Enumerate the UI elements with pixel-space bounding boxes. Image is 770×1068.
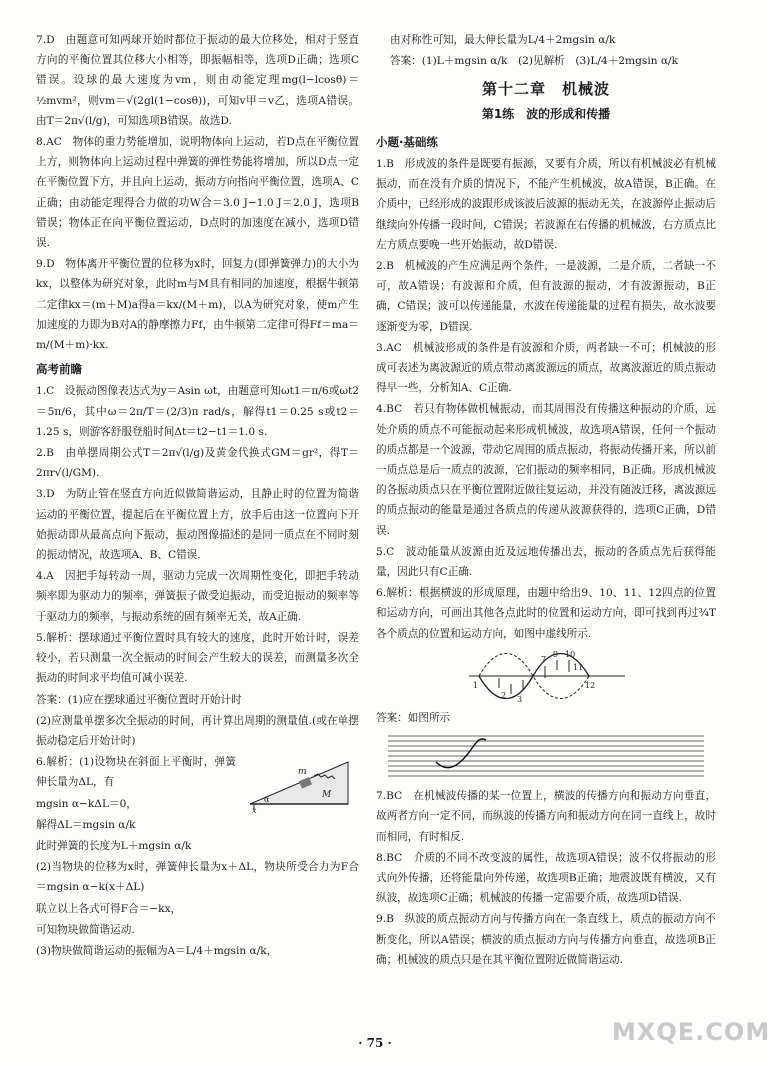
left-column	[36, 30, 359, 962]
incline-figure	[244, 752, 356, 814]
answer-8: 8.AC 物体的重力势能增加，说明物体向上运动，若D点在平衡位置上方，则物体向上运动过程中弹簧的弹性势能将增加，所以D点一定在平衡位置下方，并且向上运动，振动方向指向平衡位置，选项A、C正确；由动能定理得合力做的功W合＝3.0 J−1.0 J＝2.0 J，选项B错误；物体正在向平衡位置运动，D点时的加速度在减小，选项D错误.	[36, 136, 359, 250]
point-7-label: 7	[541, 654, 547, 664]
mass-m-label: m	[298, 767, 307, 778]
wave-answer-8: 8.BC 介质的不同不改变波的属性，故选项A错误；波不仅将振动的形式向外传播，还将能量向外传递，故选项B正确；地震波既有横波，又有纵波，故选项C正确；机械波的传播一定需要介质，故选项D错误.	[376, 851, 716, 905]
exam-answer-6-eq3: 此时弹簧的长度为L＋mgsin α/k	[36, 839, 192, 852]
exam-answer-6-part2b: 联立以上各式可得F合＝−kx，	[36, 902, 182, 915]
wave-answer-3: 3.AC 机械波形成的条件是有波源和介质，两者缺一不可；机械波的形成可表述为离波源近的质点带动离波源远的质点，故离波源近的质点振动得早一些，分析知A、C正确.	[376, 341, 716, 395]
wave-answer-7: 7.BC 在机械波传播的某一位置上，横波的传播方向和振动方向垂直，故两者方向一定不同，而纵波的传播方向和振动方向在同一直线上，故时而相同，有时相反.	[376, 790, 716, 843]
section-heading: 高考前瞻	[36, 362, 82, 377]
exam-answer-6-intro: 6.解析：(1)设物块在斜面上平衡时，弹簧伸长量为ΔL，有	[36, 756, 236, 789]
watermark-logo: MXQE.COM	[612, 1018, 770, 1046]
exam-answer-6-part2: (2)当物块的位移为x时，弹簧伸长量为x＋ΔL，物块所受合力为F合＝mgsin α−k(x＋ΔL)	[36, 861, 359, 894]
exam-answer-6-part3: (3)物块做简谐运动的振幅为A＝L/4＋mgsin α/k，	[36, 944, 278, 957]
chapter-title: 第十二章 机械波	[481, 80, 610, 99]
continued-answer: 答案：(1)L＋mgsin α/k (2)见解析 (3)L/4＋2mgsin α/k	[390, 55, 679, 68]
answer-9: 9.D 物体离开平衡位置的位移为x时，回复力(即弹簧弹力)的大小为kx，以整体为研究对象，此时m与M具有相同的加速度，根据牛顿第二定律kx＝(m＋M)a得a＝kx/(M＋m)，以A为研究对象，使m产生加速度的力即为B对A的静摩擦力Ff，由牛顿第二定律可得Ff＝ma＝m/(M＋m)·kx.	[36, 258, 359, 352]
point-10-label: 10	[565, 649, 576, 659]
wave-answer-5: 5.C 波动能量从波源由近及远地传播出去，振动的各质点先后获得能量，因此只有C正确.	[376, 545, 716, 579]
wave-answer-figure	[386, 732, 706, 782]
exam-answer-1: 1.C 设振动图像表达式为y＝Asin ωt，由题意可知ωt1＝π/6或ωt2＝5π/6，其中ω＝2π/T＝(2/3)π rad/s，解得t1＝0.25 s或t2＝1.25 s，则游客舒服登船时间Δt＝t2−t1＝1.0 s.	[36, 385, 359, 438]
wave-figure	[461, 648, 631, 704]
wave-answer-6-result: 答案：如图所示	[376, 711, 451, 724]
exam-answer-5: 5.解析：摆球通过平衡位置时具有较大的速度，此时开始计时，误差较小，若只测量一次全振动的时间会产生较大的误差，而测量多次全振动的时间求平均值可减小误差.	[36, 631, 359, 685]
wave-answer-4: 4.BC 若只有物体做机械振动，而其周围没有传播这种振动的介质，远处介质的质点不可能振动起来形成机械波，故选项A错误，任何一个振动的质点都是一个波源，带动它周围的质点振动，将振动传播开来，所以前一质点总是后一质点的波源，它们振动的频率相同，B正确。形成机械波的各振动质点只在平衡位置附近做往复运动，并没有随波迁移，离波源远的质点振动的能量是通过各质点的传递从波源获得的，选项C正确，D错误.	[376, 403, 716, 537]
point-9-label: 9	[553, 649, 559, 659]
subsection-heading: 小题·基础练	[376, 134, 438, 149]
point-12-label: 12	[585, 680, 596, 690]
point-3-label: 3	[517, 694, 523, 704]
exam-answer-6-eq2: 解得ΔL＝mgsin α/k	[36, 818, 136, 831]
mass-M-label: M	[322, 790, 332, 801]
answer-7: 7.D 由题意可知两球开始时都位于振动的最大位移处，相对于竖直方向的平衡位置其位移大小相等，即振幅相等，选项D正确；选项C错误。设球的最大速度为vm，则由动能定理mg(l−lcosθ)＝½mvm²，则vm＝√(2gl(1−cosθ))，可知v甲＝v乙，选项A错误。由T＝2π√(l/g)，可知选项B错误。故选D.	[36, 34, 359, 127]
exam-answer-3: 3.D 为防止管在竖直方向近似做简谐运动，且静止时的位置为简谐运动的平衡位置，提起后在平衡位置上方，放手后由这一位置向下开始振动即从最高点向下振动，振动图像描述的是同一质点在不同时刻的振动情况，故选项A、B、C错误.	[36, 488, 359, 562]
wave-answer-6: 6.解析：根据横波的形成原理，由题中给出9、10、11、12四点的位置和运动方向，可画出其他各点此时的位置和运动方向，即可找到再过¾T各个质点的位置和运动方向，如图中虚线所示.	[376, 587, 716, 640]
angle-label: α	[264, 795, 270, 805]
exam-answer-6-part2c: 可知物块做简谐运动.	[36, 923, 135, 936]
wave-answer-2: 2.B 机械波的产生应满足两个条件，一是波源，二是介质，二者缺一不可，故A错误；有波源和介质，但有波源的振动，才有波源振动，B正确，C错误；波可以传递能量，水波在传递能量的过程有损失，故水波要逐渐变为零，D错误.	[376, 260, 716, 333]
point-1-label: 1	[473, 680, 479, 690]
x-axis-label: x	[252, 806, 257, 816]
exam-answer-5-result-2: (2)应测量单摆多次全振动的时间，再计算出周期的测量值.(或在单摆振动稳定后开始计时)	[36, 714, 359, 747]
exam-answer-6-eq1: mgsin α−kΔL＝0，	[36, 797, 137, 810]
exam-answer-2: 2.B 由单摆周期公式T＝2π√(l/g)及黄金代换式GM＝gr²，得T＝2πr√(l/GM).	[36, 447, 359, 480]
right-column	[376, 30, 716, 971]
wave-answer-9: 9.B 纵波的质点振动方向与传播方向在一条直线上，质点的振动方向不断变化，所以A错误；横波的质点振动方向与传播方向垂直，故选项B正确；机械波的质点只是在其平衡位置附近做简谐运动.	[376, 913, 716, 966]
point-11-label: 11	[573, 662, 584, 672]
lesson-title: 第1练 波的形成和传播	[481, 106, 611, 121]
page-number: · 75 ·	[358, 1036, 392, 1050]
point-2-label: 2	[501, 690, 507, 700]
exam-answer-5-result: 答案：(1)应在摆球通过平衡位置时开始计时	[36, 693, 242, 706]
exam-answer-4: 4.A 因把手每转动一周，驱动力完成一次周期性变化，即把手转动频率即为驱动力的频率，弹簧振子做受迫振动，而受迫振动的频率等于驱动力的频率，与振动系统的固有频率无关，故A正确.	[36, 570, 359, 623]
continued-text: 由对称性可知，最大伸长量为L/4＋2mgsin α/k	[390, 34, 616, 46]
wave-answer-1: 1.B 形成波的条件是既要有振源，又要有介质，所以有机械波必有机械振动，而在没有介质的情况下，不能产生机械波，故A错误，B正确。在介质中，已经形成的波跟形成该波后波源的振动无关，在波源停止振动后继续向外传播一段时间，C错误；若波源在右传播的机械波，右方质点比左方质点要晚一些开始振动，故D错误.	[376, 158, 716, 251]
